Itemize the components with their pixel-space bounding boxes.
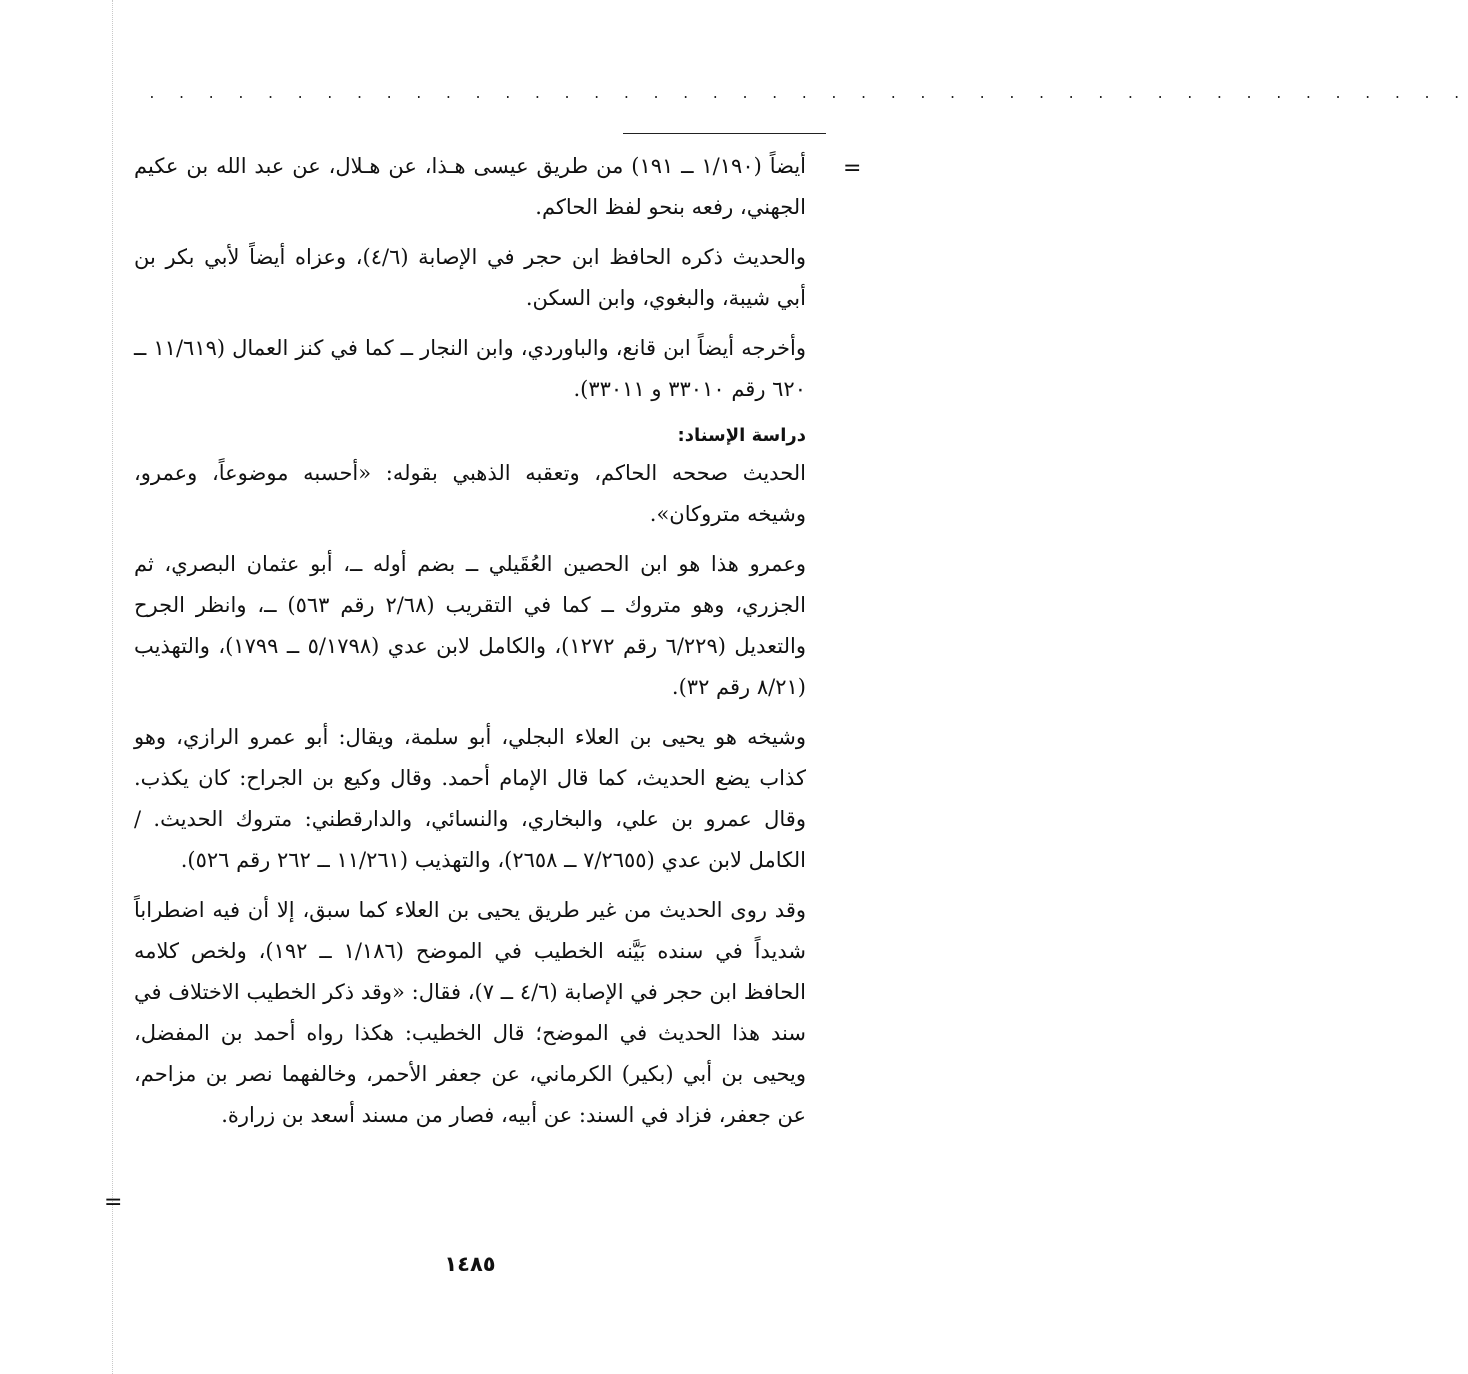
dotted-separator: . . . . . . . . . . . . . . . . . . . . . . . . . . . . . . . . . . . . . . . . . . . . . (148, 87, 1468, 102)
study-paragraph-2: وعمرو هذا هو ابن الحصين العُقَيلي ــ بضم أوله ــ، أبو عثمان البصري، ثم الجزري، وهو متروك ــ كما في التقريب (٢/٦٨ رقم ٥٦٣) ــ، وانظر الجرح والتعديل (٦/٢٢٩ رقم ١٢٧٢)، والكامل لابن عدي (٥/١٧٩٨ ــ ١٧٩٩)، والتهذيب (٨/٢١ رقم ٣٢). (134, 552, 807, 699)
study-paragraph-1: الحديث صححه الحاكم، وتعقبه الذهبي بقوله: «أحسبه موضوعاً، وعمرو، وشيخه متروكان». (134, 461, 806, 526)
paragraph-3: وأخرجه أيضاً ابن قانع، والباوردي، وابن النجار ــ كما في كنز العمال (١١/٦١٩ ــ ٦٢٠ رقم ٣٣٠١٠ و ٣٣٠١١). (134, 336, 807, 401)
section-heading: دراسة الإسناد: (677, 425, 806, 446)
study-paragraph-3: وشيخه هو يحيى بن العلاء البجلي، أبو سلمة، ويقال: أبو عمرو الرازي، وهو كذاب يضع الحديث، كما قال الإمام أحمد. وقال وكيع بن الجراح: كان يكذب. وقال عمرو بن علي، والبخاري، والنسائي، والدارقطني: متروك الحديث. / الكامل لابن عدي (٧/٢٦٥٥ ــ ٢٦٥٨)، والتهذيب (١١/٢٦١ ــ ٢٦٢ رقم ٥٢٦). (134, 725, 806, 872)
binding-guide-line (112, 0, 113, 1374)
page-number: ١٤٨٥ (444, 1252, 496, 1276)
footnote-separator-line (623, 133, 826, 134)
paragraph-1: أيضاً (١/١٩٠ ــ ١٩١) من طريق عيسى هـذا، عن هـلال، عن عبد الله بن عكيم الجهني، رفعه بنحو لفظ الحاكم. (134, 154, 806, 219)
continuation-mark-top: = (843, 156, 862, 181)
paragraph-2: والحديث ذكره الحافظ ابن حجر في الإصابة (٤/٦)، وعزاه أيضاً لأبي بكر بن أبي شيبة، والبغوي، وابن السكن. (134, 245, 806, 310)
continuation-mark-bottom: = (104, 1190, 123, 1215)
footnote-body (134, 146, 806, 1145)
study-paragraph-4: وقد روى الحديث من غير طريق يحيى بن العلاء كما سبق، إلا أن فيه اضطراباً شديداً في سنده بَيَّنه الخطيب في الموضح (١/١٨٦ ــ ١٩٢)، ولخص كلامه الحافظ ابن حجر في الإصابة (٤/٦ ــ ٧)، فقال: «وقد ذكر الخطيب الاختلاف في سند هذا الحديث في الموضح؛ قال الخطيب: هكذا رواه أحمد بن المفضل، ويحيى بن أبي (بكير) الكرماني، عن جعفر الأحمر، وخالفهما نصر بن مزاحم، عن جعفر، فزاد في السند: عن أبيه، فصار من مسند أسعد بن زرارة. (134, 898, 806, 1127)
